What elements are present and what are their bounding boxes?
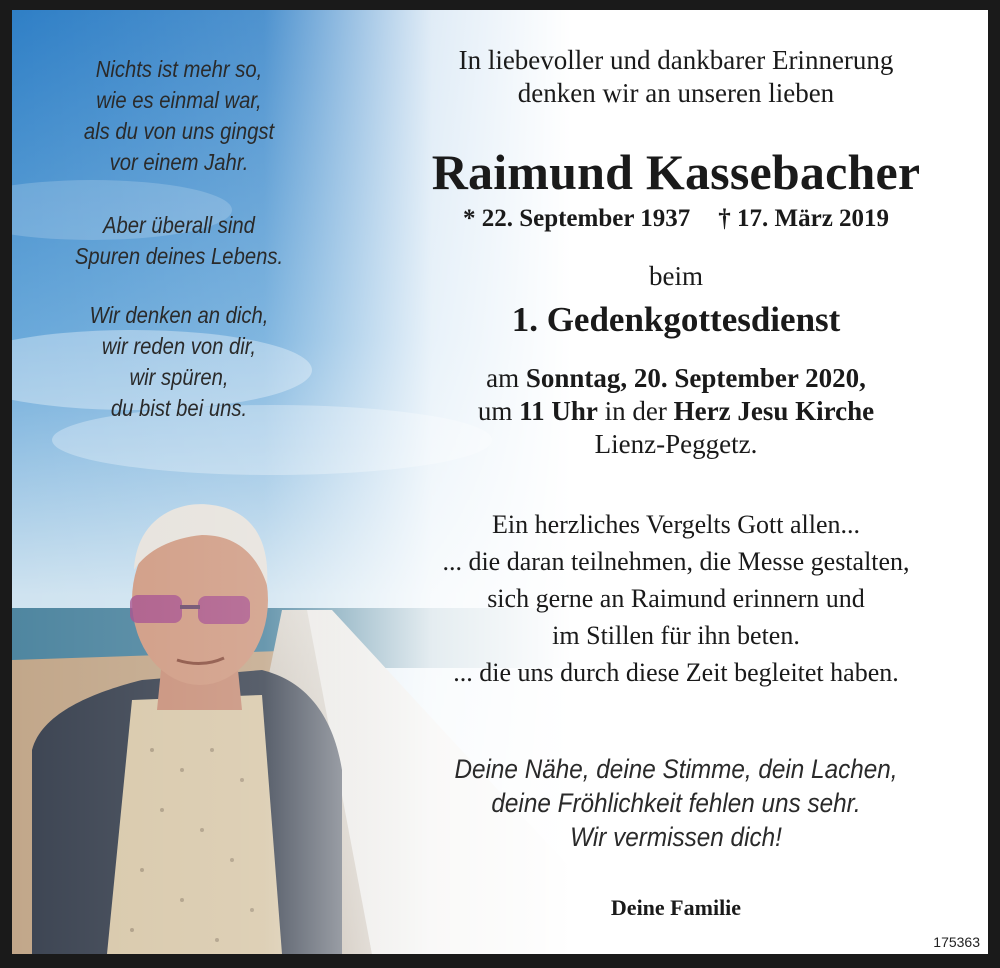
thanks-line: ... die daran teilnehmen, die Messe gestalten,: [442, 547, 910, 576]
poem-stanza-3: [51, 300, 306, 424]
life-dates: [352, 204, 1000, 234]
birth-date: * 22. September 1937: [462, 205, 691, 232]
poem-stanza-1: [51, 54, 306, 178]
closing-line: Wir vermissen dich!: [570, 822, 782, 852]
thanks-line: ... die uns durch diese Zeit begleitet haben.: [453, 658, 899, 687]
poem-line: Spuren deines Lebens.: [74, 243, 284, 269]
service-date: Sonntag, 20. September 2020,: [525, 363, 866, 393]
thanks-line: Ein herzliches Vergelts Gott allen...: [492, 510, 860, 539]
closing-line: deine Fröhlichkeit fehlen uns sehr.: [491, 788, 861, 818]
poem-line: wir spüren,: [129, 364, 229, 390]
thanks-line: sich gerne an Raimund erinnern und: [487, 584, 865, 613]
event-title: 1. Gedenkgottesdienst: [511, 300, 841, 339]
poem-line: vor einem Jahr.: [109, 149, 249, 175]
ad-code: 175363: [933, 934, 980, 950]
schedule-time-line: [352, 395, 1000, 428]
signature: Deine Familie: [610, 895, 742, 920]
intro-line: In liebevoller und dankbarer Erinnerung: [458, 45, 894, 75]
thanks-line: im Stillen für ihn beten.: [552, 621, 800, 650]
closing-verse: [384, 752, 967, 854]
schedule: [352, 362, 1000, 461]
schedule-text: am: [486, 363, 526, 393]
closing-line: Deine Nähe, deine Stimme, dein Lachen,: [454, 754, 898, 784]
schedule-text: in der: [597, 396, 674, 426]
intro-text: [352, 44, 1000, 110]
poem-line: wie es einmal war,: [96, 87, 262, 113]
poem-stanza-2: [51, 210, 306, 272]
deceased-name: Raimund Kassebacher: [431, 144, 921, 200]
death-date: † 17. März 2019: [718, 205, 890, 232]
poem-line: wir reden von dir,: [101, 333, 257, 359]
beim-text: beim: [649, 261, 703, 291]
poem-line: Aber überall sind: [103, 212, 255, 238]
service-time: 11 Uhr: [519, 396, 598, 426]
thanks-text: [352, 506, 1000, 691]
intro-line: denken wir an unseren lieben: [517, 78, 835, 108]
poem-line: Nichts ist mehr so,: [95, 56, 263, 82]
poem-line: als du von uns gingst: [83, 118, 275, 144]
poem-line: du bist bei uns.: [110, 395, 248, 421]
schedule-date-line: [352, 362, 1000, 395]
schedule-text: um: [477, 396, 520, 426]
poem-line: Wir denken an dich,: [89, 302, 269, 328]
location: Lienz-Peggetz.: [594, 429, 758, 459]
church-name: Herz Jesu Kirche: [673, 396, 875, 426]
